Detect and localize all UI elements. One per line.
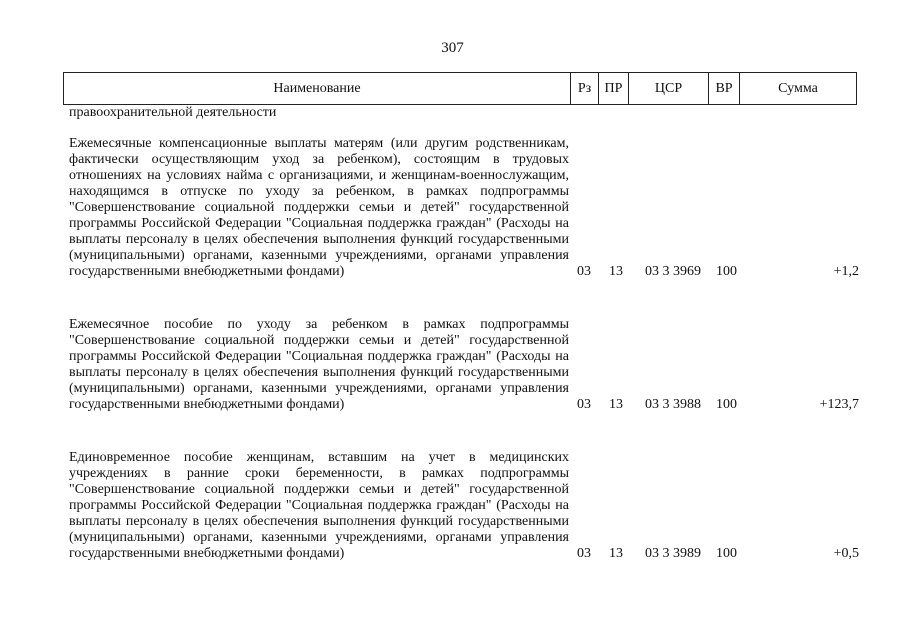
row-vr: 100 <box>716 264 737 279</box>
header-name: Наименование <box>273 80 361 96</box>
row-csr: 03 3 3969 <box>645 264 701 279</box>
row-sum: +123,7 <box>819 397 859 412</box>
row-csr: 03 3 3988 <box>645 397 701 412</box>
header-rz: Рз <box>570 73 598 104</box>
row-rz: 03 <box>577 264 591 279</box>
table-row <box>69 136 859 280</box>
row-rz: 03 <box>577 546 591 561</box>
page-number: 307 <box>441 40 464 56</box>
header-pr: ПР <box>598 73 628 104</box>
row-sum: +1,2 <box>833 264 859 279</box>
row-sum: +0,5 <box>833 546 859 561</box>
row-vr: 100 <box>716 397 737 412</box>
row-description: Ежемесячное пособие по уходу за ребенком в рамках подпрограммы "Совершенствование социальной поддержки семьи и детей" государственной программы Российской Федерации "Социальная поддержка граждан" (Расходы на выплаты персоналу в целях обеспечения выполнения функций государственными (муниципальными) органами, казенными учреждениями, органами управления государственными внебюджетными фондами) <box>69 317 569 412</box>
row-description: Единовременное пособие женщинам, вставшим на учет в медицинских учреждениях в ранние сроки беременности, в рамках подпрограммы "Совершенствование социальной поддержки семьи и детей" государственной программы Российской Федерации "Социальная поддержка граждан" (Расходы на выплаты персоналу в целях обеспечения выполнения функций государственными (муниципальными) органами, казенными учреждениями, органами управления государственными внебюджетными фондами) <box>69 450 569 561</box>
row-pr: 13 <box>609 546 623 561</box>
row-description: Ежемесячные компенсационные выплаты матерям (или другим родственникам, фактически осуществляющим уход за ребенком), состоящим в трудовых отношениях на условиях найма с организациями, и женщинам-военнослужащим, находящимся в отпуске по уходу за ребенком, в рамках подпрограммы "Совершенствование социальной поддержки семьи и детей" государственной программы Российской Федерации "Социальная поддержка граждан" (Расходы на выплаты персоналу в целях обеспечения выполнения функций государственными (муниципальными) органами, казенными учреждениями, органами управления государственными внебюджетными фондами) <box>69 136 569 279</box>
row-pr: 13 <box>609 264 623 279</box>
row-rz: 03 <box>577 397 591 412</box>
table-row <box>69 450 859 562</box>
header-csr: ЦСР <box>628 73 708 104</box>
row-pr: 13 <box>609 397 623 412</box>
row-vr: 100 <box>716 546 737 561</box>
header-vr: ВР <box>708 73 739 104</box>
continuation-text: правоохранительной деятельности <box>69 105 277 120</box>
table-row <box>69 317 859 413</box>
header-sum: Сумма <box>739 73 856 104</box>
row-csr: 03 3 3989 <box>645 546 701 561</box>
table-header <box>63 72 857 105</box>
